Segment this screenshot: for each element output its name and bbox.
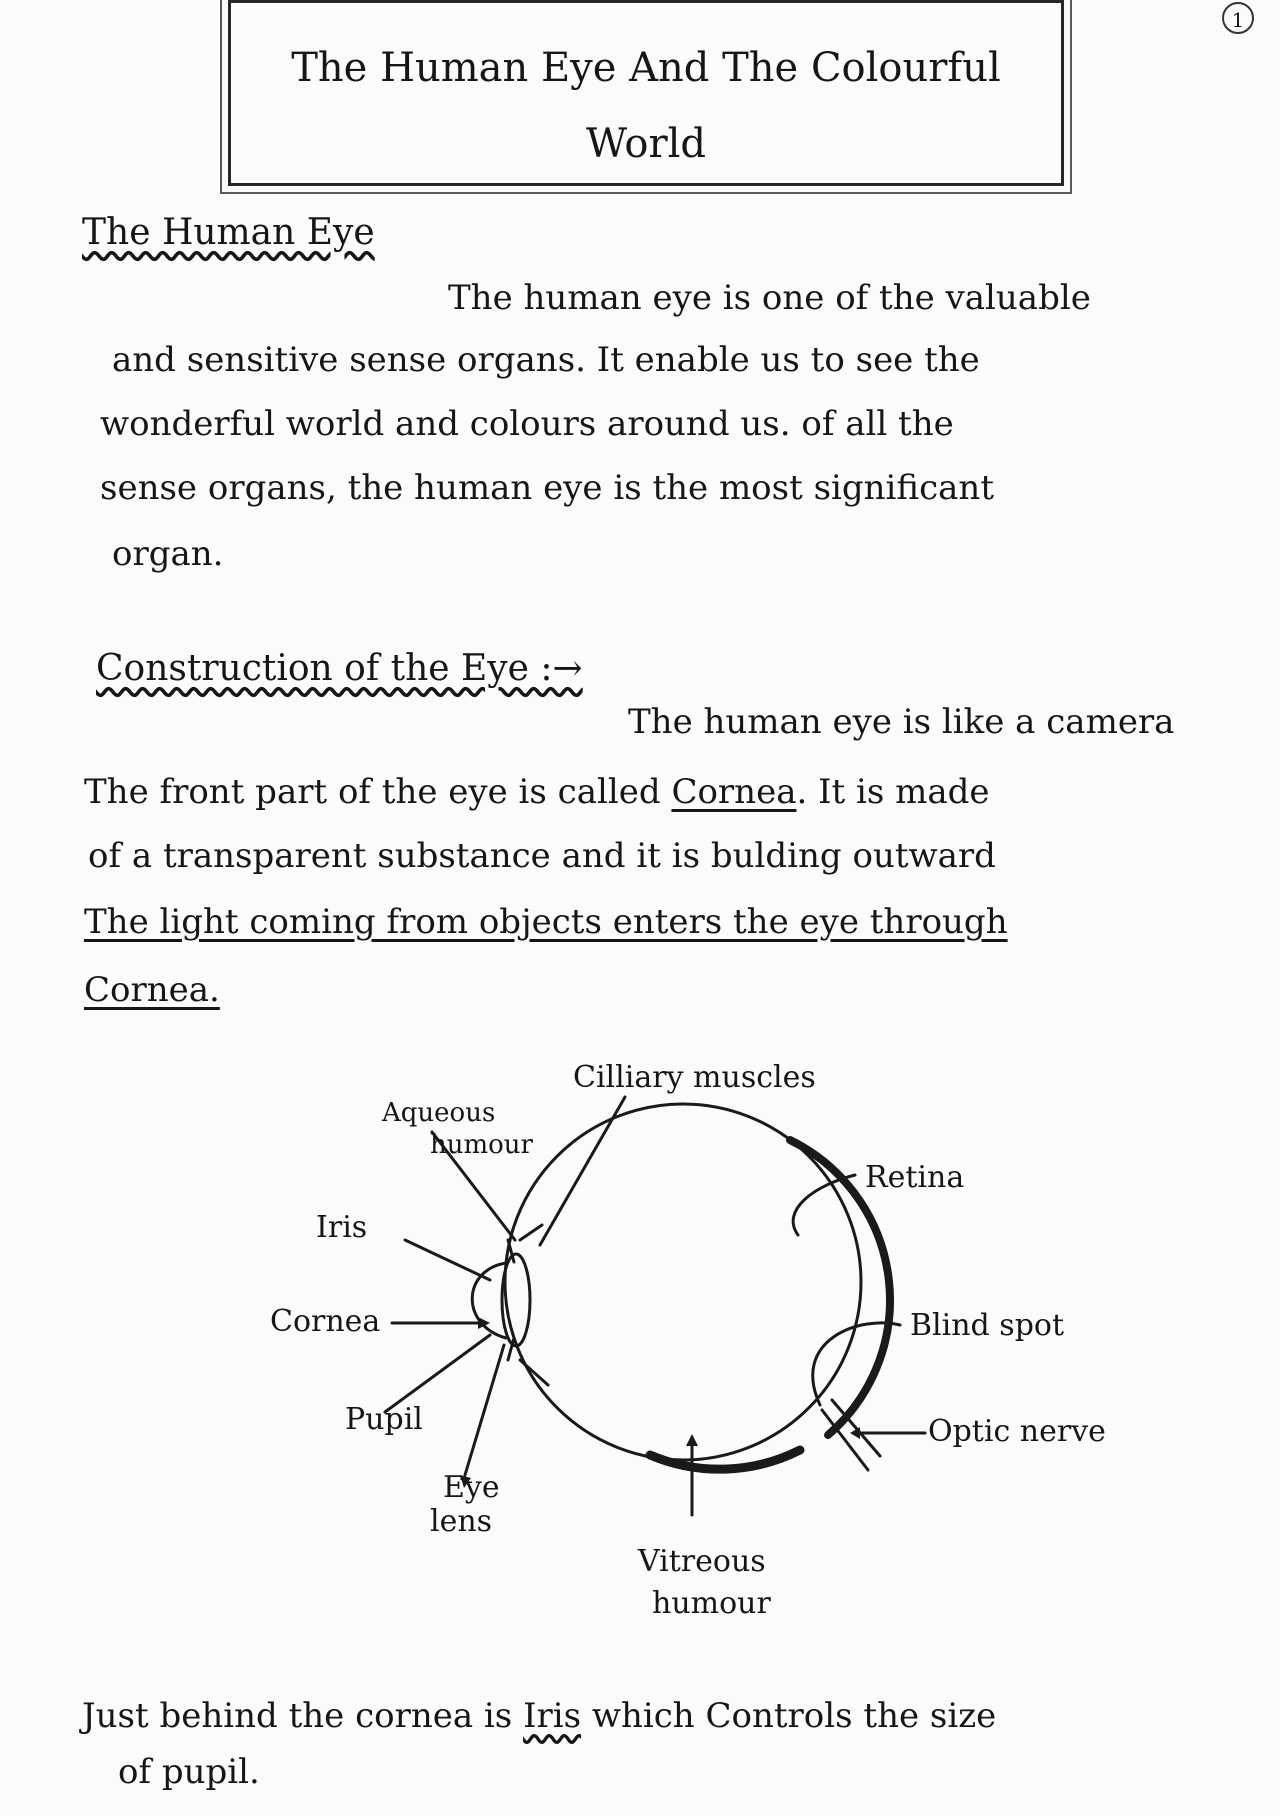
line-text: Just behind the cornea is bbox=[82, 1696, 513, 1736]
label-eye-lens-1: Eye bbox=[443, 1470, 500, 1505]
paragraph-line-underlined: The light coming from objects enters the eye through bbox=[84, 902, 1008, 942]
section-heading-construction: Construction of the Eye :→ bbox=[96, 648, 583, 689]
paragraph-line: and sensitive sense organs. It enable us to see the bbox=[112, 340, 980, 380]
paragraph-line: of pupil. bbox=[118, 1752, 260, 1792]
eyeball-outline bbox=[505, 1104, 861, 1460]
label-ciliary-muscles: Cilliary muscles bbox=[573, 1060, 816, 1095]
iris-leader bbox=[405, 1240, 490, 1280]
line-text: which Controls the size bbox=[591, 1696, 997, 1736]
paragraph-line: organ. bbox=[112, 534, 224, 574]
paragraph-line-underlined: Cornea. bbox=[84, 970, 220, 1010]
label-aqueous-1: Aqueous bbox=[382, 1098, 496, 1128]
section-heading-human-eye: The Human Eye bbox=[82, 212, 375, 253]
label-optic-nerve: Optic nerve bbox=[928, 1414, 1106, 1449]
pupil-leader bbox=[385, 1335, 490, 1412]
paragraph-line: of a transparent substance and it is bulding outward bbox=[88, 836, 996, 876]
label-pupil: Pupil bbox=[345, 1402, 423, 1437]
arrowhead bbox=[686, 1434, 698, 1446]
title-line-2: World bbox=[586, 121, 706, 167]
paragraph-line: The human eye is like a camera bbox=[628, 702, 1175, 742]
label-vitreous-2: humour bbox=[652, 1586, 771, 1621]
ciliary-leader bbox=[540, 1097, 625, 1245]
page-number: 1 bbox=[1222, 2, 1254, 34]
cornea-term: Cornea bbox=[671, 772, 797, 812]
line-text: The front part of the eye is called bbox=[84, 772, 661, 812]
iris-term: Iris bbox=[523, 1696, 582, 1736]
label-retina: Retina bbox=[865, 1160, 965, 1195]
paragraph-line: wonderful world and colours around us. of all the bbox=[100, 404, 954, 444]
label-eye-lens-2: lens bbox=[430, 1504, 493, 1539]
label-cornea: Cornea bbox=[270, 1304, 381, 1339]
paragraph-line bbox=[82, 1696, 996, 1736]
label-iris: Iris bbox=[316, 1210, 368, 1245]
lens-leader bbox=[465, 1345, 504, 1475]
title-line-1: The Human Eye And The Colourful bbox=[291, 45, 1001, 91]
label-aqueous-2: humour bbox=[430, 1130, 533, 1160]
paragraph-line: sense organs, the human eye is the most significant bbox=[100, 468, 994, 508]
line-text: . It is made bbox=[796, 772, 990, 812]
label-vitreous-1: Vitreous bbox=[638, 1544, 766, 1579]
choroid-band bbox=[650, 1450, 800, 1469]
paragraph-line: The human eye is one of the valuable bbox=[448, 278, 1091, 318]
label-blind-spot: Blind spot bbox=[910, 1308, 1065, 1343]
